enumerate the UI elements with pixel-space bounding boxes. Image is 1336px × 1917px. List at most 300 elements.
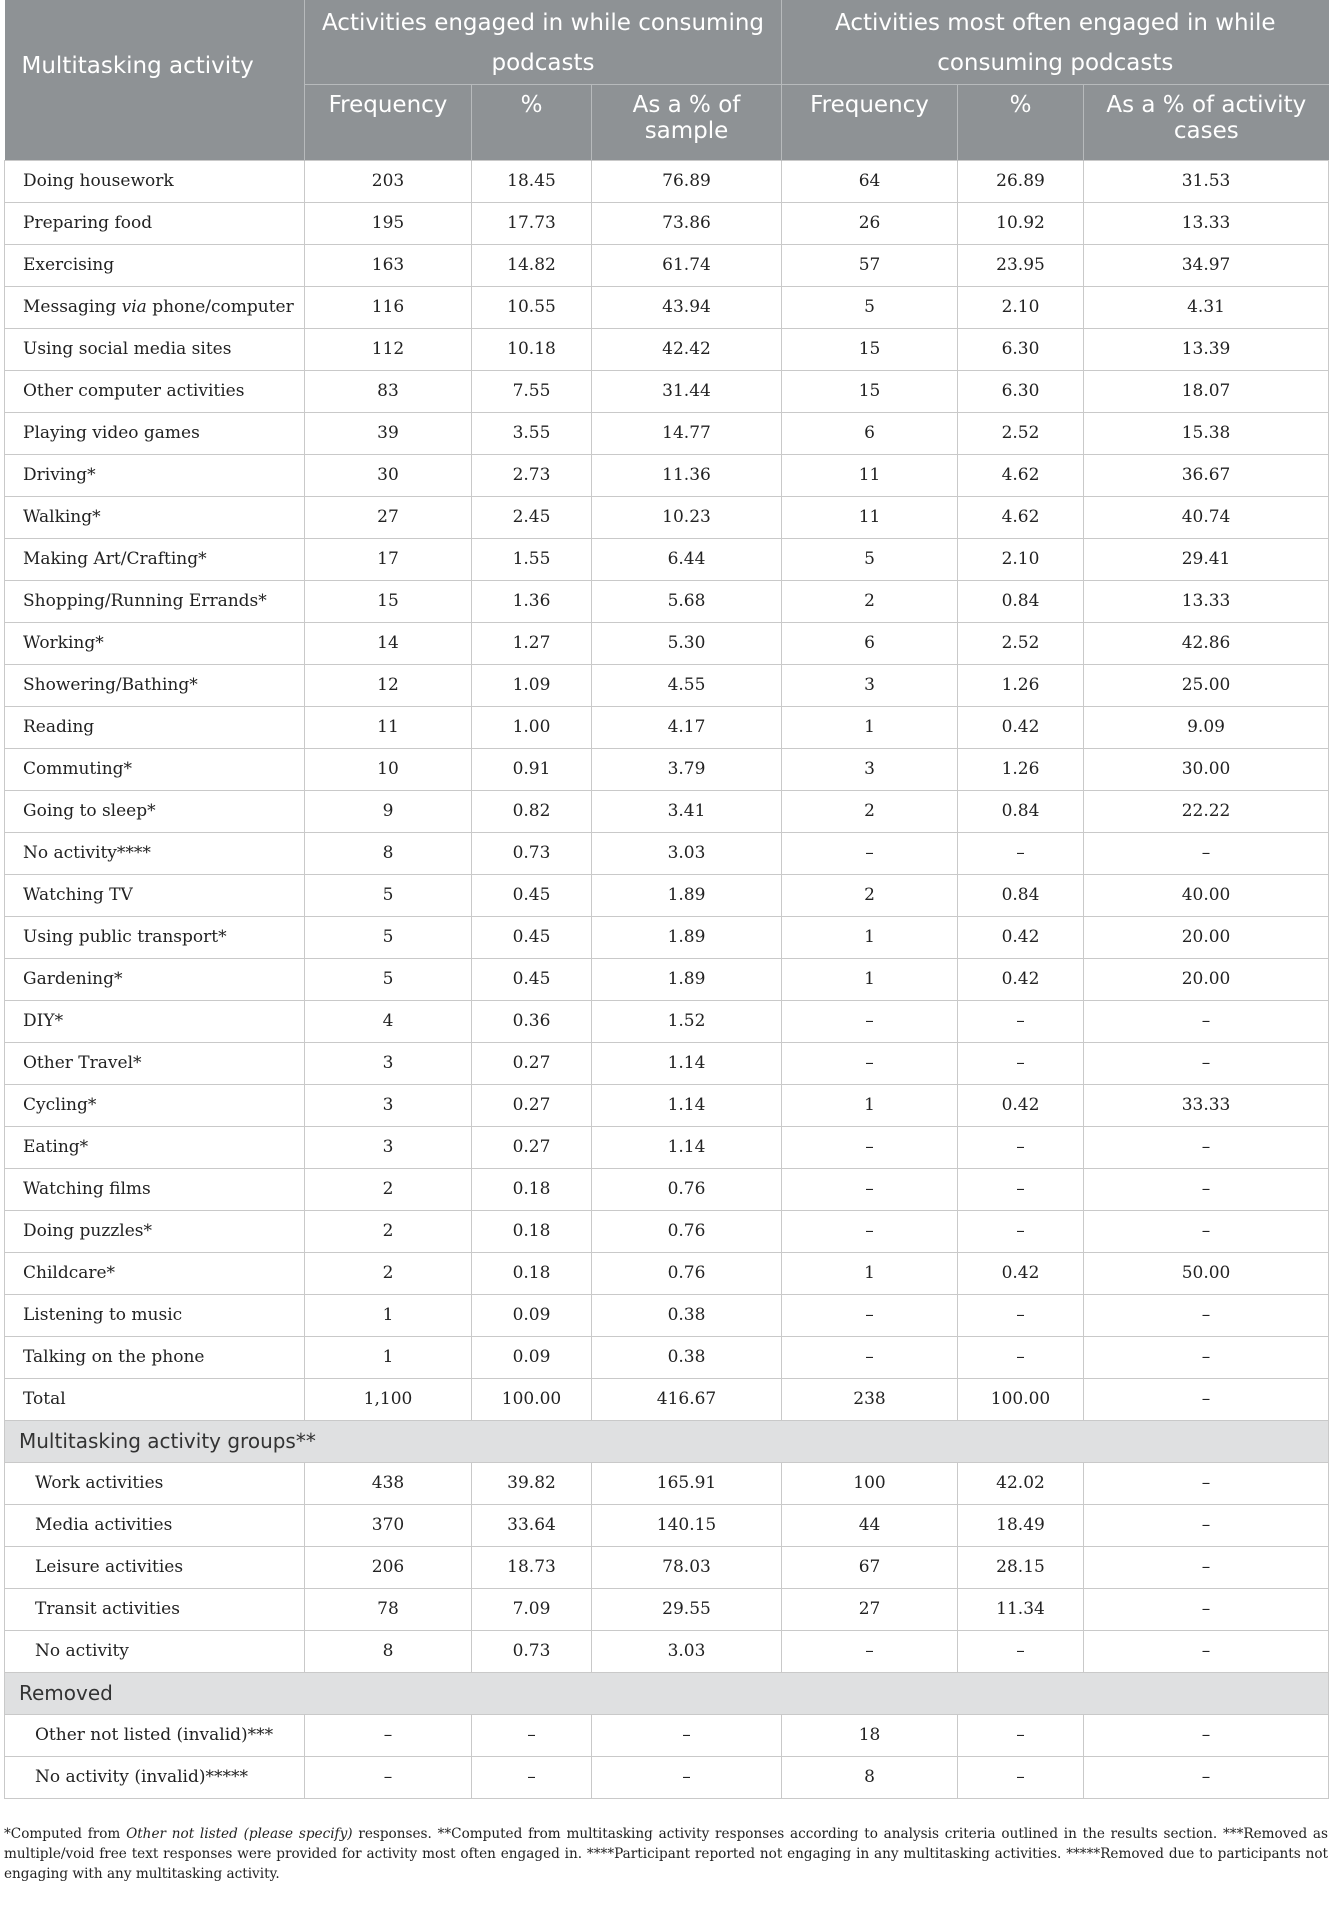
table-cell: 1 xyxy=(782,1252,958,1294)
table-cell: 14 xyxy=(305,622,472,664)
table-cell: – xyxy=(305,1714,472,1756)
table-cell: 39 xyxy=(305,412,472,454)
activity-name: Listening to music xyxy=(5,1294,305,1336)
table-cell: 15 xyxy=(305,580,472,622)
table-cell: 0.73 xyxy=(472,832,592,874)
table-row xyxy=(5,1126,1329,1168)
table-cell: 0.76 xyxy=(592,1252,782,1294)
header-multitasking-activity: Multitasking activity xyxy=(5,0,305,160)
table-cell: 1.09 xyxy=(472,664,592,706)
table-cell: – xyxy=(1084,1336,1329,1378)
section-removed xyxy=(5,1672,1329,1714)
table-row xyxy=(5,1084,1329,1126)
table-cell: 57 xyxy=(782,244,958,286)
table-cell: – xyxy=(305,1756,472,1798)
table-cell: 163 xyxy=(305,244,472,286)
table-cell: 13.39 xyxy=(1084,328,1329,370)
table-cell: 165.91 xyxy=(592,1462,782,1504)
table-row xyxy=(5,538,1329,580)
table-cell: 26 xyxy=(782,202,958,244)
activity-name: Exercising xyxy=(5,244,305,286)
table-cell: 25.00 xyxy=(1084,664,1329,706)
table-cell: 0.45 xyxy=(472,916,592,958)
table-row xyxy=(5,664,1329,706)
table-cell: 13.33 xyxy=(1084,580,1329,622)
table-cell: 83 xyxy=(305,370,472,412)
table-cell: 370 xyxy=(305,1504,472,1546)
table-cell: 8 xyxy=(305,1630,472,1672)
header-percent: % xyxy=(472,84,592,160)
table-cell: 0.36 xyxy=(472,1000,592,1042)
table-cell: 5 xyxy=(305,874,472,916)
table-cell: 14.82 xyxy=(472,244,592,286)
table-cell: 3 xyxy=(305,1042,472,1084)
table-row xyxy=(5,1588,1329,1630)
table-cell: 50.00 xyxy=(1084,1252,1329,1294)
table-cell: 42.86 xyxy=(1084,622,1329,664)
table-cell: 15.38 xyxy=(1084,412,1329,454)
table-cell: – xyxy=(1084,1000,1329,1042)
table-cell: 28.15 xyxy=(958,1546,1084,1588)
table-cell: 0.91 xyxy=(472,748,592,790)
table-cell: 4 xyxy=(305,1000,472,1042)
table-cell: 34.97 xyxy=(1084,244,1329,286)
table-cell: 8 xyxy=(305,832,472,874)
activity-name: Other Travel* xyxy=(5,1042,305,1084)
table-cell: – xyxy=(958,1126,1084,1168)
table-row xyxy=(5,706,1329,748)
table-cell: 0.76 xyxy=(592,1210,782,1252)
table-cell: 1 xyxy=(305,1336,472,1378)
table-cell: 11 xyxy=(782,454,958,496)
table-cell: 33.33 xyxy=(1084,1084,1329,1126)
table-row xyxy=(5,790,1329,832)
table-row xyxy=(5,748,1329,790)
table-cell: – xyxy=(782,1294,958,1336)
table-cell: 3.79 xyxy=(592,748,782,790)
table-cell: 18.73 xyxy=(472,1546,592,1588)
activity-name: Media activities xyxy=(5,1504,305,1546)
activity-name: Reading xyxy=(5,706,305,748)
table-cell: 1.14 xyxy=(592,1084,782,1126)
table-cell: 23.95 xyxy=(958,244,1084,286)
table-cell: 0.42 xyxy=(958,706,1084,748)
activity-name: Transit activities xyxy=(5,1588,305,1630)
activity-name: Going to sleep* xyxy=(5,790,305,832)
table-cell: 0.38 xyxy=(592,1294,782,1336)
table-cell: – xyxy=(958,1630,1084,1672)
table-cell: 0.18 xyxy=(472,1210,592,1252)
table-cell: – xyxy=(1084,1042,1329,1084)
table-row xyxy=(5,1042,1329,1084)
table-row xyxy=(5,1378,1329,1420)
table-cell: – xyxy=(1084,1378,1329,1420)
table-row xyxy=(5,1336,1329,1378)
table-cell: 78 xyxy=(305,1588,472,1630)
activity-name: Watching films xyxy=(5,1168,305,1210)
table-cell: 2 xyxy=(782,790,958,832)
table-cell: 0.76 xyxy=(592,1168,782,1210)
table-cell: 11.36 xyxy=(592,454,782,496)
table-row xyxy=(5,202,1329,244)
header-frequency: Frequency xyxy=(305,84,472,160)
table-cell: 10.18 xyxy=(472,328,592,370)
activity-name-pre: Messaging xyxy=(23,297,122,317)
table-row xyxy=(5,244,1329,286)
activity-name: DIY* xyxy=(5,1000,305,1042)
activity-name: Other computer activities xyxy=(5,370,305,412)
footnote-part-1: *Computed from xyxy=(4,1826,127,1842)
table-footnote xyxy=(4,1824,1328,1884)
activity-name: No activity xyxy=(5,1630,305,1672)
table-cell: 5 xyxy=(305,916,472,958)
table-cell: – xyxy=(782,1210,958,1252)
header-percent-most-often: % xyxy=(958,84,1084,160)
table-row xyxy=(5,958,1329,1000)
table-cell: – xyxy=(958,1042,1084,1084)
table-cell: 0.42 xyxy=(958,916,1084,958)
table-cell: 26.89 xyxy=(958,160,1084,202)
table-cell: 61.74 xyxy=(592,244,782,286)
table-cell: 3 xyxy=(305,1126,472,1168)
table-cell: 13.33 xyxy=(1084,202,1329,244)
table-cell: 116 xyxy=(305,286,472,328)
table-cell: – xyxy=(1084,1630,1329,1672)
table-cell: 2.10 xyxy=(958,538,1084,580)
activity-name: No activity (invalid)***** xyxy=(5,1756,305,1798)
table-cell: 18.45 xyxy=(472,160,592,202)
table-cell: 1,100 xyxy=(305,1378,472,1420)
activity-name: No activity**** xyxy=(5,832,305,874)
activity-name: Driving* xyxy=(5,454,305,496)
table-row xyxy=(5,1000,1329,1042)
table-cell: 0.82 xyxy=(472,790,592,832)
table-cell: 238 xyxy=(782,1378,958,1420)
table-cell: – xyxy=(1084,1756,1329,1798)
table-cell: 2 xyxy=(305,1168,472,1210)
table-cell: 3 xyxy=(782,748,958,790)
table-cell: 1.14 xyxy=(592,1042,782,1084)
table-cell: 2 xyxy=(782,580,958,622)
activity-name: Childcare* xyxy=(5,1252,305,1294)
table-cell: – xyxy=(1084,1126,1329,1168)
table-row xyxy=(5,1714,1329,1756)
header-pct-of-activity-cases: As a % of activity cases xyxy=(1084,84,1329,160)
table-cell: 1.89 xyxy=(592,958,782,1000)
table-cell: – xyxy=(782,1000,958,1042)
table-cell: 4.62 xyxy=(958,454,1084,496)
table-cell: 1.89 xyxy=(592,916,782,958)
table-cell: – xyxy=(958,1294,1084,1336)
table-row xyxy=(5,622,1329,664)
table-cell: 4.17 xyxy=(592,706,782,748)
footnote-part-2: responses. **Computed from multitasking activity responses according to analysis criteria outlined in the results section. ***Removed as multiple/void free text responses were provided for activity most often engaged in. ****Participant reported not engaging in any multitasking activities. *****Removed due to participants not engaging with any multitasking activity. xyxy=(4,1826,1328,1882)
table-cell: 1.00 xyxy=(472,706,592,748)
table-cell: 18.07 xyxy=(1084,370,1329,412)
table-cell: 1.55 xyxy=(472,538,592,580)
table-cell: – xyxy=(958,1168,1084,1210)
table-cell: 17 xyxy=(305,538,472,580)
table-cell: 27 xyxy=(782,1588,958,1630)
activity-name: Watching TV xyxy=(5,874,305,916)
table-cell: – xyxy=(958,1756,1084,1798)
table-cell: 112 xyxy=(305,328,472,370)
table-cell: – xyxy=(958,832,1084,874)
table-row xyxy=(5,1756,1329,1798)
table-cell: 10 xyxy=(305,748,472,790)
table-cell: – xyxy=(1084,1210,1329,1252)
table-cell: 0.42 xyxy=(958,1252,1084,1294)
table-cell: 76.89 xyxy=(592,160,782,202)
table-cell: 42.02 xyxy=(958,1462,1084,1504)
multitasking-table xyxy=(4,0,1329,1799)
table-cell: – xyxy=(782,832,958,874)
header-group-most-often: Activities most often engaged in while consuming podcasts xyxy=(782,0,1329,84)
table-cell: – xyxy=(958,1336,1084,1378)
table-cell: 3 xyxy=(305,1084,472,1126)
table-cell: 43.94 xyxy=(592,286,782,328)
table-cell: 67 xyxy=(782,1546,958,1588)
table-cell: 0.42 xyxy=(958,1084,1084,1126)
activity-name: Total xyxy=(5,1378,305,1420)
section-activity-groups xyxy=(5,1420,1329,1462)
table-cell: 27 xyxy=(305,496,472,538)
table-row xyxy=(5,832,1329,874)
header-pct-of-sample: As a % of sample xyxy=(592,84,782,160)
table-cell: 3.03 xyxy=(592,832,782,874)
table-cell: 10.92 xyxy=(958,202,1084,244)
table-row xyxy=(5,1252,1329,1294)
activity-name: Using social media sites xyxy=(5,328,305,370)
table-cell: – xyxy=(592,1714,782,1756)
table-cell: 5 xyxy=(305,958,472,1000)
table-row xyxy=(5,1504,1329,1546)
table-cell: 29.55 xyxy=(592,1588,782,1630)
table-cell: 1.52 xyxy=(592,1000,782,1042)
table-cell: – xyxy=(1084,1546,1329,1588)
table-cell: – xyxy=(958,1210,1084,1252)
table-cell: 195 xyxy=(305,202,472,244)
table-cell: 206 xyxy=(305,1546,472,1588)
table-cell: 1 xyxy=(782,958,958,1000)
table-cell: 0.18 xyxy=(472,1252,592,1294)
table-cell: – xyxy=(782,1168,958,1210)
table-cell: 78.03 xyxy=(592,1546,782,1588)
table-cell: – xyxy=(782,1630,958,1672)
activity-name: Work activities xyxy=(5,1462,305,1504)
table-cell: 1.26 xyxy=(958,664,1084,706)
activity-name: Leisure activities xyxy=(5,1546,305,1588)
table-cell: 0.84 xyxy=(958,874,1084,916)
activity-name: Shopping/Running Errands* xyxy=(5,580,305,622)
table-cell: – xyxy=(1084,1168,1329,1210)
table-row xyxy=(5,454,1329,496)
table-cell: – xyxy=(1084,832,1329,874)
activity-name: Making Art/Crafting* xyxy=(5,538,305,580)
table-cell: 40.74 xyxy=(1084,496,1329,538)
table-cell: 1 xyxy=(782,1084,958,1126)
table-cell: 36.67 xyxy=(1084,454,1329,496)
table-cell: 20.00 xyxy=(1084,958,1329,1000)
table-cell: 15 xyxy=(782,370,958,412)
table-cell: 3 xyxy=(782,664,958,706)
header-frequency-most-often: Frequency xyxy=(782,84,958,160)
table-cell: 438 xyxy=(305,1462,472,1504)
table-row xyxy=(5,1546,1329,1588)
table-cell: 14.77 xyxy=(592,412,782,454)
table-row xyxy=(5,1210,1329,1252)
table-row xyxy=(5,1294,1329,1336)
table-cell: 100.00 xyxy=(958,1378,1084,1420)
activity-name: Using public transport* xyxy=(5,916,305,958)
table-cell: 12 xyxy=(305,664,472,706)
table-cell: 18.49 xyxy=(958,1504,1084,1546)
table-row xyxy=(5,160,1329,202)
activity-name: Other not listed (invalid)*** xyxy=(5,1714,305,1756)
table-cell: – xyxy=(782,1336,958,1378)
table-cell: 4.31 xyxy=(1084,286,1329,328)
table-cell: 10.23 xyxy=(592,496,782,538)
table-cell: 203 xyxy=(305,160,472,202)
table-body xyxy=(5,160,1329,1798)
table-cell: 22.22 xyxy=(1084,790,1329,832)
table-cell: – xyxy=(1084,1588,1329,1630)
table-cell: 1.27 xyxy=(472,622,592,664)
table-cell: 1.89 xyxy=(592,874,782,916)
table-cell: 0.09 xyxy=(472,1294,592,1336)
table-cell: 140.15 xyxy=(592,1504,782,1546)
table-row xyxy=(5,874,1329,916)
table-cell: 44 xyxy=(782,1504,958,1546)
table-cell: 100 xyxy=(782,1462,958,1504)
table-cell: 4.55 xyxy=(592,664,782,706)
table-cell: 0.09 xyxy=(472,1336,592,1378)
table-cell: – xyxy=(1084,1294,1329,1336)
table-cell: 29.41 xyxy=(1084,538,1329,580)
table-cell: 39.82 xyxy=(472,1462,592,1504)
table-row xyxy=(5,412,1329,454)
table-cell: 0.45 xyxy=(472,874,592,916)
table-cell: 64 xyxy=(782,160,958,202)
table-cell: 2 xyxy=(782,874,958,916)
table-cell: 0.73 xyxy=(472,1630,592,1672)
activity-name: Showering/Bathing* xyxy=(5,664,305,706)
table-cell: 2 xyxy=(305,1252,472,1294)
table-cell: 7.55 xyxy=(472,370,592,412)
table-cell: 5 xyxy=(782,286,958,328)
table-cell: 6.44 xyxy=(592,538,782,580)
table-row xyxy=(5,496,1329,538)
table-cell: 2 xyxy=(305,1210,472,1252)
table-row xyxy=(5,1630,1329,1672)
table-cell: 0.84 xyxy=(958,580,1084,622)
footnote-italic: Other not listed (please specify) xyxy=(126,1826,353,1842)
activity-name xyxy=(5,286,305,328)
table-cell: 6 xyxy=(782,622,958,664)
table-cell: 3.41 xyxy=(592,790,782,832)
activity-name: Doing housework xyxy=(5,160,305,202)
activity-name: Commuting* xyxy=(5,748,305,790)
table-cell: 100.00 xyxy=(472,1378,592,1420)
table-cell: 2.52 xyxy=(958,622,1084,664)
table-cell: 15 xyxy=(782,328,958,370)
table-cell: 40.00 xyxy=(1084,874,1329,916)
table-cell: 1.36 xyxy=(472,580,592,622)
table-cell: 2.45 xyxy=(472,496,592,538)
table-cell: 416.67 xyxy=(592,1378,782,1420)
table-row xyxy=(5,328,1329,370)
table-row xyxy=(5,580,1329,622)
table-cell: 30.00 xyxy=(1084,748,1329,790)
table-cell: – xyxy=(1084,1504,1329,1546)
table-cell: 1 xyxy=(305,1294,472,1336)
table-cell: 1.26 xyxy=(958,748,1084,790)
table-cell: 5 xyxy=(782,538,958,580)
activity-name: Cycling* xyxy=(5,1084,305,1126)
table-cell: 31.44 xyxy=(592,370,782,412)
activity-name-post: phone/computer xyxy=(146,297,294,317)
section-removed-label: Removed xyxy=(5,1672,1329,1714)
table-cell: 5.68 xyxy=(592,580,782,622)
table-cell: 73.86 xyxy=(592,202,782,244)
activity-name-italic: via xyxy=(121,297,147,317)
table-cell: 18 xyxy=(782,1714,958,1756)
table-cell: – xyxy=(592,1756,782,1798)
table-cell: 20.00 xyxy=(1084,916,1329,958)
table-cell: 1.14 xyxy=(592,1126,782,1168)
activity-name: Playing video games xyxy=(5,412,305,454)
table-cell: 11 xyxy=(782,496,958,538)
table-cell: 0.84 xyxy=(958,790,1084,832)
table-cell: 8 xyxy=(782,1756,958,1798)
table-cell: 9 xyxy=(305,790,472,832)
activity-name: Preparing food xyxy=(5,202,305,244)
activity-name: Doing puzzles* xyxy=(5,1210,305,1252)
table-cell: 3.03 xyxy=(592,1630,782,1672)
table-cell: – xyxy=(782,1042,958,1084)
table-cell: 2.73 xyxy=(472,454,592,496)
table-cell: 3.55 xyxy=(472,412,592,454)
table-cell: 6.30 xyxy=(958,370,1084,412)
table-cell: 17.73 xyxy=(472,202,592,244)
table-cell: 11 xyxy=(305,706,472,748)
table-row xyxy=(5,1168,1329,1210)
table-cell: 1 xyxy=(782,706,958,748)
table-cell: 2.52 xyxy=(958,412,1084,454)
table-row xyxy=(5,1462,1329,1504)
table-row xyxy=(5,916,1329,958)
table-cell: 0.27 xyxy=(472,1084,592,1126)
table-cell: – xyxy=(782,1126,958,1168)
table-cell: – xyxy=(1084,1462,1329,1504)
table-cell: 0.45 xyxy=(472,958,592,1000)
table-cell: – xyxy=(472,1714,592,1756)
table-cell: 11.34 xyxy=(958,1588,1084,1630)
table-cell: 0.27 xyxy=(472,1126,592,1168)
table-row xyxy=(5,286,1329,328)
table-cell: 9.09 xyxy=(1084,706,1329,748)
table-cell: 33.64 xyxy=(472,1504,592,1546)
table-cell: 0.38 xyxy=(592,1336,782,1378)
table-cell: 4.62 xyxy=(958,496,1084,538)
header-group-engaged: Activities engaged in while consuming podcasts xyxy=(305,0,782,84)
table-cell: – xyxy=(958,1714,1084,1756)
activity-name: Talking on the phone xyxy=(5,1336,305,1378)
table-cell: – xyxy=(472,1756,592,1798)
table-cell: – xyxy=(1084,1714,1329,1756)
table-cell: 31.53 xyxy=(1084,160,1329,202)
table-cell: 5.30 xyxy=(592,622,782,664)
